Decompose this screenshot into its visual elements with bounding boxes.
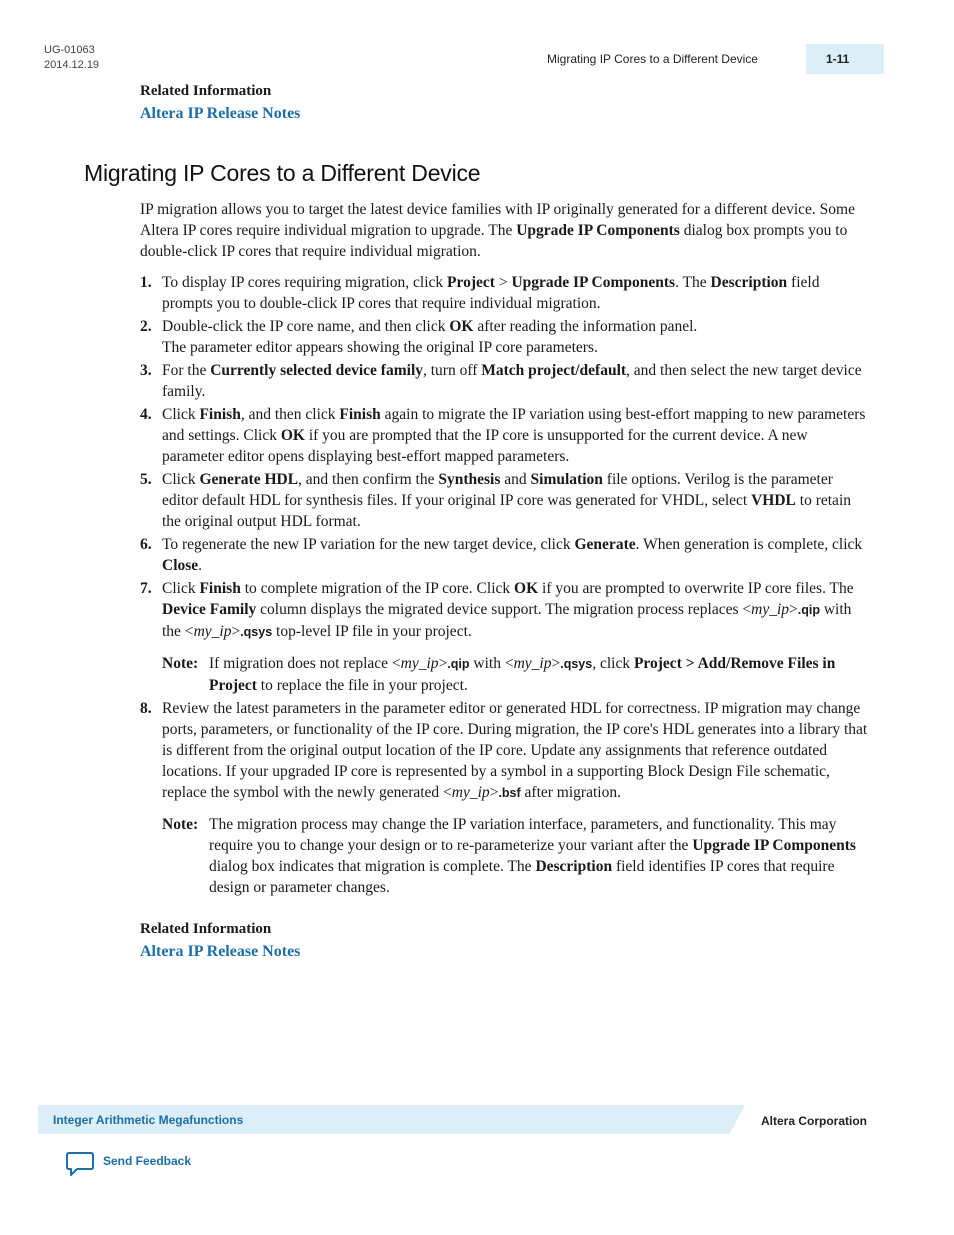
send-feedback-link[interactable]: Send Feedback xyxy=(103,1154,192,1168)
step-8: 8. Review the latest parameters in the parameter editor or generated HDL for correctness. IP migration may change ports, parameters, or functionality of the IP core. During migration, the IP core's HDL generates into a library that is different from the original output location of the IP core. Update any assignments that reference outdated locations. If your upgraded IP core is represented by a symbol in a supporting Block Design File schematic, replace the symbol with the newly generated <my_ip>.bsf after migration. xyxy=(140,700,868,801)
intro-paragraph: IP migration allows you to target the latest device families with IP originally generated for a different device. Some Altera IP cores require individual migration to upgrade. The Upgrade IP Components dialog box prompts you to double-click IP cores that require individual migration. xyxy=(140,201,855,260)
footer-company: Altera Corporation xyxy=(761,1114,868,1128)
altera-ip-release-notes-link[interactable]: Altera IP Release Notes xyxy=(140,105,301,122)
note-2: Note: The migration process may change the IP variation interface, parameters, and functionality. This may require you to change your design or to re-parameterize your variant after the Upgrade IP Components dialog box indicates that migration is complete. The Description field identifies IP cores that require design or parameter changes. xyxy=(162,816,856,896)
migration-steps xyxy=(140,272,870,643)
migration-steps-continued xyxy=(140,698,870,804)
doc-date: 2014.12.19 xyxy=(44,59,100,71)
feedback-icon[interactable] xyxy=(65,1151,95,1177)
step-1: 1. To display IP cores requiring migration, click Project > Upgrade IP Components. The Description field prompts you to double-click IP cores that require individual migration. xyxy=(140,274,820,312)
doc-id-block xyxy=(44,43,99,73)
page-title: Migrating IP Cores to a Different Device xyxy=(84,160,481,186)
step-7: 7. Click Finish to complete migration of the IP core. Click OK if you are prompted to overwrite IP core files. The Device Family column displays the migrated device support. The migration process replaces <my_ip>.qip with the <my_ip>.qsys top-level IP file in your project. xyxy=(140,580,854,640)
related-information-label: Related Information xyxy=(140,83,272,99)
step-3: 3. For the Currently selected device family, turn off Match project/default, and then select the new target device family. xyxy=(140,362,862,400)
step-5: 5. Click Generate HDL, and then confirm the Synthesis and Simulation file options. Verilog is the parameter editor default HDL for synthesis files. If your original IP core was generated for VHDL, select VHDL to retain the original output HDL format. xyxy=(140,471,851,530)
doc-id: UG-01063 xyxy=(44,44,95,56)
page-number: 1-11 xyxy=(806,44,884,74)
note-1: Note: If migration does not replace <my_ip>.qip with <my_ip>.qsys, click Project > Add/Remove Files in Project to replace the file in your project. xyxy=(162,655,836,694)
body-content xyxy=(140,199,870,900)
step-2: 2. Double-click the IP core name, and then click OK after reading the information panel. The parameter editor appears showing the original IP core parameters. xyxy=(140,318,698,356)
footer-document-title[interactable]: Integer Arithmetic Megafunctions xyxy=(53,1113,244,1127)
step-4: 4. Click Finish, and then click Finish again to migrate the IP variation using best-effort mapping to new parameters and settings. Click OK if you are prompted that the IP core is unsupported for the current device. A new parameter editor opens displaying best-effort mapped parameters. xyxy=(140,406,866,465)
step-6: 6. To regenerate the new IP variation for the new target device, click Generate. When generation is complete, click Close. xyxy=(140,536,863,574)
running-header-title: Migrating IP Cores to a Different Device xyxy=(547,52,758,66)
related-information-label-bottom: Related Information xyxy=(140,921,272,937)
altera-ip-release-notes-link-bottom[interactable]: Altera IP Release Notes xyxy=(140,943,301,960)
